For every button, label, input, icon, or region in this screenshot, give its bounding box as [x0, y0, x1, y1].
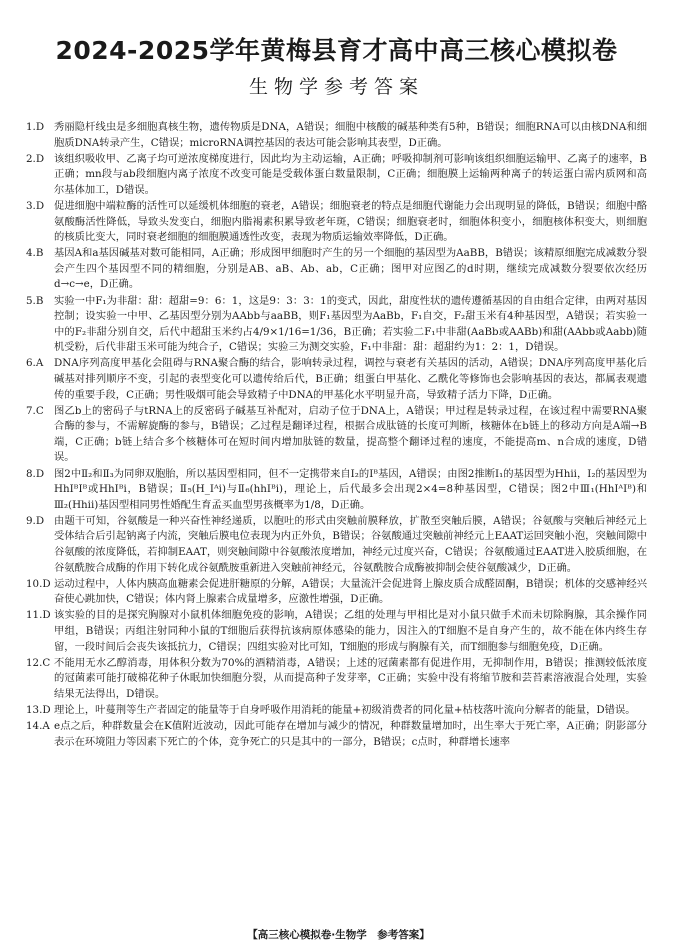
answer-number: 5.B — [26, 294, 44, 307]
answer-explanation: 基因A和a基因碱基对数可能相同，A正确；形成图甲细胞时产生的另一个细胞的基因型为AaBB，B错误；该精原细胞完成减数分裂会产生四个基因型不同的精细胞，分别是AB、aB、Ab、ab，C正确；图甲对应图乙的d时期，继续完成减数分裂要依次经历d→c→e，D正确。 — [54, 247, 647, 291]
answer-explanation: 图2中Ⅱ₂和Ⅱ₃为同卵双胞胎，所以基因型相同，但不一定携带来自Ⅰ₂的Ⅰᴮ基因，A错误；由图2推断Ⅰ₁的基因型为Hhii，Ⅰ₂的基因型为HhIᴮIᴮ或HhIᴮi，B错误；Ⅱ₅(H_Iᴬi)与Ⅱ₆(hhIᴮi)，理论上，后代最多会出现2×4=8种基因型，C错误；图2中Ⅲ₁(HhIᴬIᴮ)和Ⅲ₂(Hhii)基因型相同男性婚配生育孟买血型男孩概率为1/8，D正确。 — [54, 467, 647, 511]
answer-number: 8.D — [26, 467, 45, 480]
answer-item — [26, 703, 647, 719]
answer-explanation: 秀丽隐杆线虫是多细胞真核生物，遗传物质是DNA，A错误；细胞中核酸的碱基种类有5种，B错误；细胞RNA可以由核DNA和细胞质DNA转录产生，C错误；microRNA调控基因的表达可能会影响其表型，D正确。 — [54, 121, 647, 149]
answer-number: 14.A — [26, 720, 50, 733]
answer-number: 6.A — [26, 357, 44, 370]
answer-number: 9.D — [26, 514, 45, 527]
answer-item — [26, 199, 647, 246]
answer-item — [26, 577, 647, 608]
answer-number: 2.D — [26, 152, 45, 165]
page-footer: 【高三核心模拟卷·生物学 参考答案】 — [247, 929, 430, 941]
answer-number: 4.B — [26, 247, 44, 260]
answer-explanation: 实验一中F₁为非甜：甜：超甜=9：6：1，这是9：3：3：1的变式，因此，甜度性状的遗传遵循基因的自由组合定律，由两对基因控制；设实验一中甲、乙基因型分别为AAbb与aaBB，则F₁基因型为AaBb，F₁自交，F₂甜玉米有4种基因型，A错误；若实验一中的F₂非甜分别自交，后代中超甜玉米约占4/9×1/16=1/36，B正确；若实验二F₁中非甜(AaBb或AABb)和甜(AAbb或Aabb)随机受粉，后代非甜玉米可能为纯合子，C错误；实验三为测交实验，F₁中非甜：甜：超甜约为1：2：1，D错误。 — [54, 294, 647, 354]
answer-item — [26, 294, 647, 356]
answer-number: 12.C — [26, 656, 51, 669]
answer-explanation: 促进细胞中端粒酶的活性可以延缓机体细胞的衰老，A错误；细胞衰老的特点是细胞代谢能力会出现明显的降低，B错误；细胞中酪氨酸酶活性降低，导致头发变白，细胞内脂褐素积累导致老年斑，C错误；细胞衰老时，细胞体积变小，细胞核体积变大，则细胞的核质比变大，同时衰老细胞的细胞膜通透性改变，表现为物质运输效率降低，D正确。 — [54, 199, 647, 244]
answer-explanation: 理论上，叶蔓荆等生产者固定的能量等于自身呼吸作用消耗的能量+初级消费者的同化量+枯枝落叶流向分解者的能量，D错误。 — [54, 703, 636, 716]
answer-item — [26, 152, 647, 199]
answer-explanation: 该实验的目的是探究胸腺对小鼠机体细胞免疫的影响，A错误；乙组的处理与甲相比是对小鼠只做手术而未切除胸腺，其余操作同甲组，B错误；丙组注射同种小鼠的T细胞后获得抗该病原体感染的能力，因注入的T细胞不是自身产生的，故不能在体内终生存留，一段时间后会丧失该抵抗力，C错误；四组实验对比可知，T细胞的形成与胸腺有关，而T细胞参与细胞免疫，D正确。 — [54, 609, 647, 653]
answer-explanation: 运动过程中，人体内胰高血糖素会促进肝糖原的分解，A错误；大量流汗会促进肾上腺皮质合成醛固酮，B错误；机体的交感神经兴奋使心跳加快，C错误；体内肾上腺素合成量增多，应激性增强，D正确。 — [54, 577, 647, 606]
answer-explanation: 由题干可知，谷氨酸是一种兴奋性神经递质，以胞吐的形式由突触前膜释放，扩散至突触后膜，A错误；谷氨酸与突触后神经元上受体结合后引起钠离子内流，突触后膜电位表现为内正外负，B错误；谷氨酸通过突触前神经元上EAAT运回突触小泡，突触间隙中谷氨酸的浓度降低，若抑制EAAT，则突触间隙中谷氨酸浓度增加，神经元过度兴奋，C错误；谷氨酸通过EAAT进入胶质细胞，在谷氨酰胺合成酶的作用下转化成谷氨酰胺重新进入突触前神经元，谷氨酰胺合成酶被抑制会使谷氨酸减少，D正确。 — [54, 514, 647, 574]
answer-item — [26, 608, 647, 655]
answer-number: 1.D — [26, 121, 45, 133]
answer-number: 3.D — [26, 199, 45, 212]
answer-item — [26, 356, 647, 403]
answer-item — [26, 246, 647, 293]
answer-item — [26, 404, 647, 466]
answer-explanation: 图乙b上的密码子与tRNA上的反密码子碱基互补配对，启动子位于DNA上，A错误；甲过程是转录过程，在该过程中需要RNA聚合酶的参与，不需解旋酶的参与，B错误；乙过程是翻译过程，根据合成肽链的长度可判断，核糖体在b链上的移动方向是A端→B端，C正确；b链上结合多个核糖体可在短时间内增加肽链的数量，提高整个翻译过程的速度，不能提高m、n合成的速度，D错误。 — [54, 404, 647, 464]
answer-item — [26, 120, 647, 151]
answer-item — [26, 467, 647, 514]
page-title: 2024-2025学年黄梅县育才高中高三核心模拟卷 — [55, 36, 618, 65]
answer-list — [26, 120, 647, 750]
answer-number: 7.C — [26, 404, 44, 417]
answer-explanation: 该组织吸收甲、乙离子均可逆浓度梯度进行，因此均为主动运输，A正确；呼吸抑制剂可影响该组织细胞运输甲、乙离子的速率，B正确；mn段与ab段细胞内离子浓度不改变可能是受载体蛋白数量限制，C正确；细胞膜上运输两种离子的转运蛋白需内质网和高尔基体加工，D错误。 — [54, 152, 647, 196]
answer-number: 13.D — [26, 703, 51, 716]
answer-item — [26, 656, 647, 703]
answer-explanation: 不能用无水乙醇消毒，用体积分数为70%的酒精消毒，A错误；上述的冠菌素都有促进作用，无抑制作用，B错误；推测较低浓度的冠菌素可能打破棉花种子休眠加快细胞分裂，从而提高种子发芽率，C正确；实验中没有将缩节胺和芸苔素溶液混合处理，实验结果无法得出，D错误。 — [54, 656, 647, 700]
answer-number: 10.D — [26, 577, 51, 590]
answer-explanation: DNA序列高度甲基化会阻碍与RNA聚合酶的结合，影响转录过程，调控与衰老有关基因的活动，A错误；DNA序列高度甲基化后碱基对排列顺序不变，引起的表型变化可以遗传给后代，B正确；组蛋白甲基化、乙酰化等修饰也会影响基因的表达，都属表观遗传的重要手段，C正确；男性吸烟可能会导致精子中DNA的甲基化水平明显升高，导致精子活力下降，D正确。 — [54, 357, 647, 401]
answer-explanation: e点之后，种群数量会在K值附近波动，因此可能存在增加与减少的情况，种群数量增加时，出生率大于死亡率，A正确；阴影部分表示在环境阻力等因素下死亡的个体，竞争死亡的只是其中的一部分，B错误；c点时，种群增长速率 — [54, 720, 647, 748]
answer-item — [26, 719, 647, 750]
answer-number: 11.D — [26, 609, 51, 622]
answer-item — [26, 514, 647, 576]
page-subtitle: 生物学参考答案 — [248, 76, 424, 98]
